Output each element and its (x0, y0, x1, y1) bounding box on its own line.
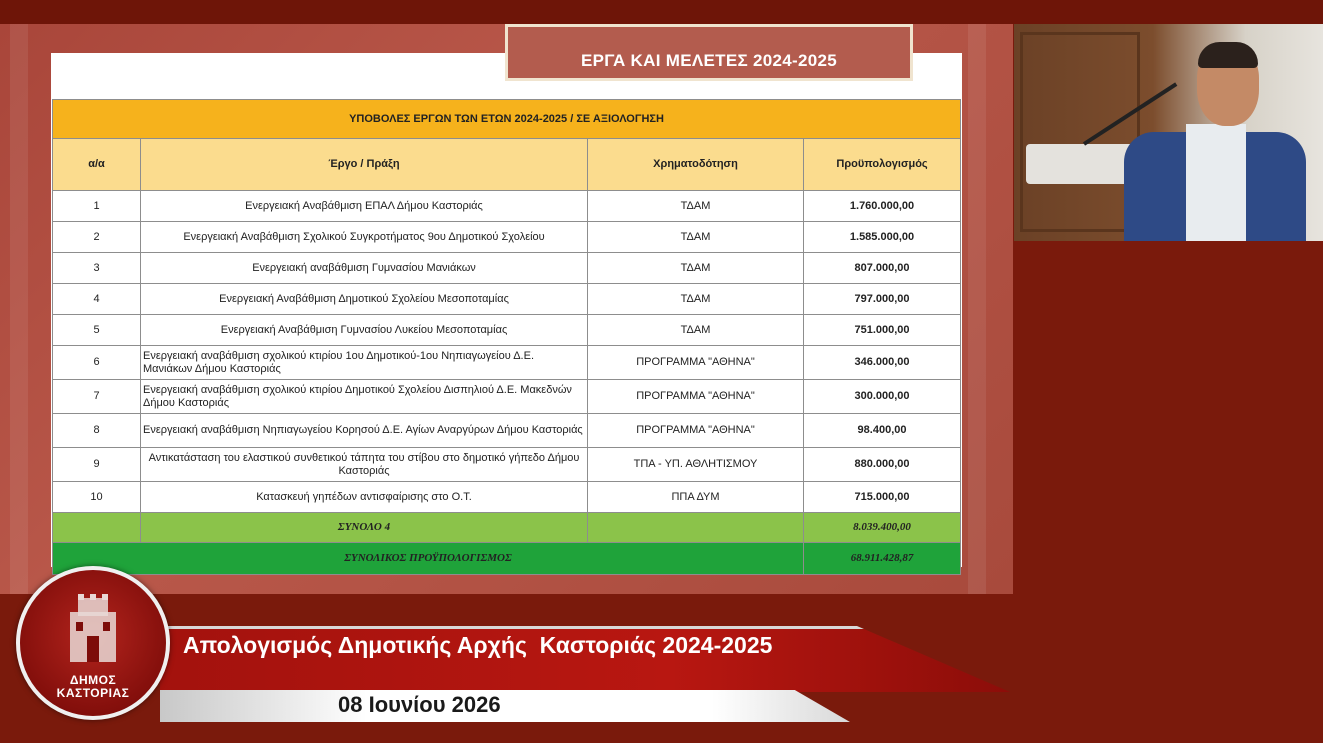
row-budget: 797.000,00 (804, 284, 961, 315)
row-project: Αντικατάσταση του ελαστικού συνθετικού τάπητα του στίβου στο δημοτικό γήπεδο Δήμου Καστοριάς (141, 448, 588, 482)
row-budget: 1.760.000,00 (804, 191, 961, 222)
table-row (53, 346, 961, 380)
row-number: 1 (53, 191, 141, 222)
subtotal-spacer (53, 513, 141, 543)
row-project: Ενεργειακή αναβάθμιση Γυμνασίου Μανιάκων (141, 253, 588, 284)
row-project: Ενεργειακή αναβάθμιση σχολικού κτιρίου Δημοτικού Σχολείου Δισπηλιού Δ.Ε. Μακεδνών Δήμου Καστοριάς (141, 380, 588, 414)
row-project: Ενεργειακή Αναβάθμιση Σχολικού Συγκροτήματος 9ου Δημοτικού Σχολείου (141, 222, 588, 253)
lower-third-title: Απολογισμός Δημοτικής Αρχής Καστοριάς 2024-2025 (183, 632, 773, 658)
row-budget: 346.000,00 (804, 346, 961, 380)
row-number: 9 (53, 448, 141, 482)
logo-line2: ΚΑΣΤΟΡΙΑΣ (56, 686, 130, 700)
row-funding: ΠΠΑ ΔΥΜ (588, 482, 804, 513)
podium-desk (1026, 144, 1136, 184)
row-number: 10 (53, 482, 141, 513)
row-budget: 715.000,00 (804, 482, 961, 513)
row-project: Κατασκευή γηπέδων αντισφαίρισης στο Ο.Τ. (141, 482, 588, 513)
row-number: 4 (53, 284, 141, 315)
speaker-shirt (1186, 124, 1246, 241)
row-funding: ΤΔΑΜ (588, 253, 804, 284)
total-label: ΣΥΝΟΛΙΚΟΣ ΠΡΟΫΠΟΛΟΓΙΣΜΟΣ (53, 543, 804, 575)
row-project: Ενεργειακή Αναβάθμιση Γυμνασίου Λυκείου Μεσοποταμίας (141, 315, 588, 346)
slide-title-box (505, 24, 913, 81)
row-funding: ΠΡΟΓΡΑΜΜΑ "ΑΘΗΝΑ" (588, 346, 804, 380)
slide-decor-stripe (10, 24, 28, 594)
column-header-funding: Χρηματοδότηση (588, 139, 804, 191)
table-row (53, 284, 961, 315)
row-funding: ΤΔΑΜ (588, 191, 804, 222)
table-header-row (53, 139, 961, 191)
row-number: 8 (53, 414, 141, 448)
table-row (53, 191, 961, 222)
column-header-budget: Προϋπολογισμός (804, 139, 961, 191)
row-project: Ενεργειακή αναβάθμιση σχολικού κτιρίου 1ου Δημοτικού-1ου Νηπιαγωγείου Δ.Ε. Μανιάκων Δήμου Καστοριάς (141, 346, 588, 380)
row-project: Ενεργειακή αναβάθμιση Νηπιαγωγείου Κορησού Δ.Ε. Αγίων Αναργύρων Δήμου Καστοριάς (141, 414, 588, 448)
background-door (1020, 32, 1140, 232)
date-banner (160, 690, 850, 722)
logo-line1: ΔΗΜΟΣ (69, 673, 117, 687)
total-value: 68.911.428,87 (804, 543, 961, 575)
table-row (53, 315, 961, 346)
municipality-logo (16, 566, 170, 720)
table-row (53, 414, 961, 448)
row-project: Ενεργειακή Αναβάθμιση Δημοτικού Σχολείου Μεσοποταμίας (141, 284, 588, 315)
row-number: 2 (53, 222, 141, 253)
speaker-jacket (1236, 132, 1306, 241)
slide-decor-stripe (968, 24, 986, 594)
row-budget: 751.000,00 (804, 315, 961, 346)
row-number: 3 (53, 253, 141, 284)
table-banner: ΥΠΟΒΟΛΕΣ ΕΡΓΩΝ ΤΩΝ ΕΤΩΝ 2024-2025 / ΣΕ ΑΞΙΟΛΟΓΗΣΗ (53, 100, 961, 139)
slide-title: ΕΡΓΑ ΚΑΙ ΜΕΛΕΤΕΣ 2024-2025 (581, 51, 837, 70)
row-number: 5 (53, 315, 141, 346)
column-header-number: α/α (53, 139, 141, 191)
table-row (53, 482, 961, 513)
row-budget: 880.000,00 (804, 448, 961, 482)
total-row (53, 543, 961, 575)
row-funding: ΤΔΑΜ (588, 222, 804, 253)
row-funding: ΤΔΑΜ (588, 315, 804, 346)
table-row (53, 222, 961, 253)
table-row (53, 448, 961, 482)
lower-third-date: 08 Ιουνίου 2026 (338, 692, 501, 717)
subtotal-value: 8.039.400,00 (804, 513, 961, 543)
subtotal-row (53, 513, 961, 543)
row-funding: ΤΠΑ - ΥΠ. ΑΘΛΗΤΙΣΜΟΥ (588, 448, 804, 482)
row-budget: 1.585.000,00 (804, 222, 961, 253)
row-budget: 300.000,00 (804, 380, 961, 414)
column-header-project: Έργο / Πράξη (141, 139, 588, 191)
subtotal-label: ΣΥΝΟΛΟ 4 (141, 513, 588, 543)
speaker-hair (1198, 42, 1258, 68)
row-funding: ΠΡΟΓΡΑΜΜΑ "ΑΘΗΝΑ" (588, 380, 804, 414)
row-budget: 807.000,00 (804, 253, 961, 284)
row-funding: ΠΡΟΓΡΑΜΜΑ "ΑΘΗΝΑ" (588, 414, 804, 448)
speaker-camera-feed (1014, 24, 1323, 241)
subtotal-spacer (588, 513, 804, 543)
row-funding: ΤΔΑΜ (588, 284, 804, 315)
row-number: 7 (53, 380, 141, 414)
row-number: 6 (53, 346, 141, 380)
table-row (53, 380, 961, 414)
projects-table (52, 99, 961, 575)
row-project: Ενεργειακή Αναβάθμιση ΕΠΑΛ Δήμου Καστοριάς (141, 191, 588, 222)
table-row (53, 253, 961, 284)
top-band (0, 0, 1323, 24)
row-budget: 98.400,00 (804, 414, 961, 448)
table-banner-row (53, 100, 961, 139)
castle-icon (60, 592, 126, 666)
